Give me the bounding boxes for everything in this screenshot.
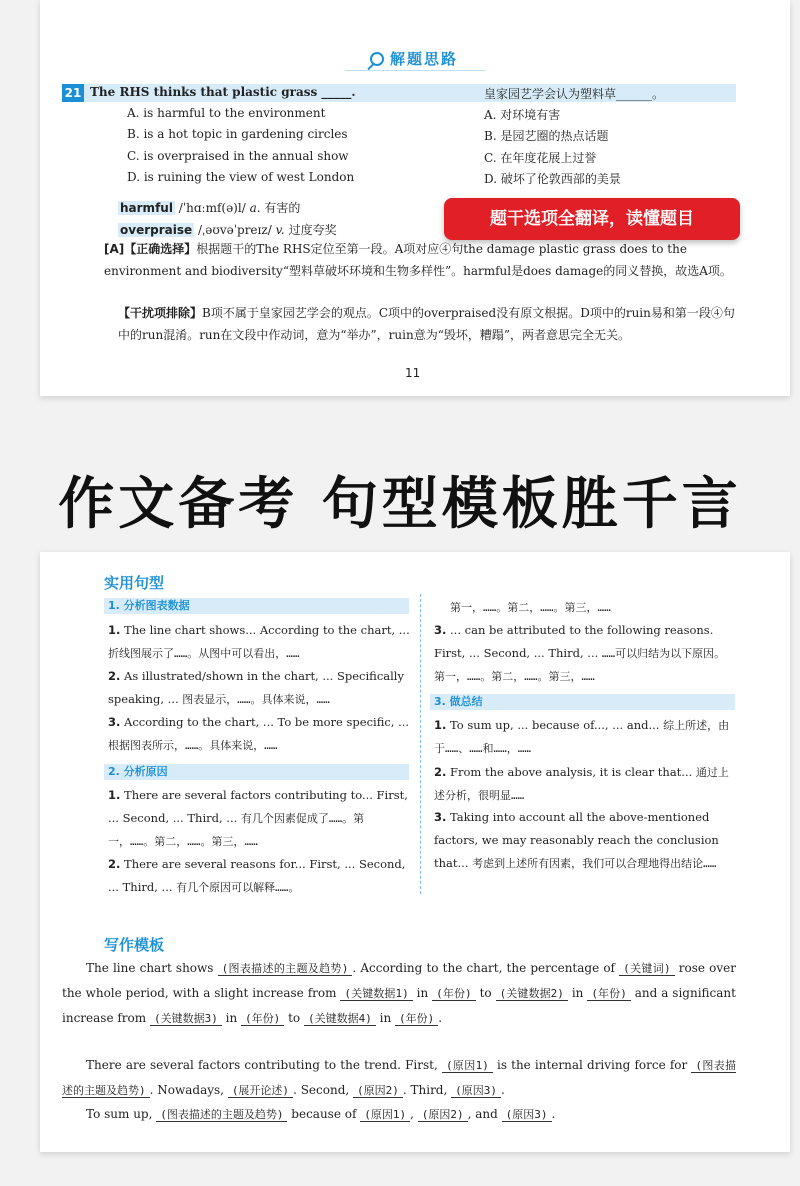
option-c: C. is overpraised in the annual show — [127, 149, 349, 163]
template-blank: (关键数据1) — [340, 987, 412, 1001]
template-paragraph — [62, 1102, 736, 1127]
template-blank: (原因2) — [418, 1108, 468, 1122]
list-item: 1. There are several factors contributing to... First, ... Second, ... Third, ... 有几个因素促成了……。第一，……。第二，……。第三，…… — [108, 788, 408, 848]
template-blank: (关键数据2) — [496, 987, 568, 1001]
distractor-text: B项不属于皇家园艺学会的观点。C项中的overpraised没有原文根据。D项中的ruin易和第一段④句中的run混淆。run在文段中作动词，意为“举办”，ruin意为“毁坏，糟蹋”，两者意思完全无关。 — [118, 306, 735, 342]
template-text: The line chart shows — [86, 961, 218, 975]
template-blank: (原因3) — [451, 1084, 501, 1098]
section-label: 2. 分析原因 — [104, 764, 409, 780]
list-item: 2. As illustrated/shown in the chart, ... Specifically speaking, ... 图表显示，……。具体来说，…… — [108, 669, 404, 706]
list-item: 2. There are several reasons for... First, ... Second, ... Third, ... 有几个原因可以解释……。 — [108, 857, 406, 894]
template-text: , and — [467, 1107, 502, 1121]
vocab-word: harmful — [120, 201, 173, 215]
practical-sentences-title: 实用句型 — [104, 574, 165, 592]
section-label: 1. 分析图表数据 — [104, 598, 409, 614]
vocab-pos: v. — [275, 223, 285, 237]
answer-tag: [A]【正确选择】 — [104, 242, 197, 256]
list-item: 1. To sum up, ... because of..., ... and... 综上所述，由于……、……和……，…… — [434, 718, 730, 755]
template-text: . Third, — [402, 1083, 452, 1097]
template-text: . According to the chart, the percentage of — [352, 961, 620, 975]
list-item: 3. According to the chart, ... To be more specific, ... 根据图表所示，……。具体来说，…… — [108, 715, 410, 752]
vocab-meaning: 过度夸奖 — [288, 223, 337, 237]
template-paragraph — [62, 1053, 736, 1103]
template-blank: (年份) — [241, 1012, 284, 1026]
template-text: because of — [287, 1107, 361, 1121]
template-text: . — [551, 1107, 556, 1121]
template-text: to — [475, 986, 496, 1000]
template-text: in — [375, 1011, 396, 1025]
distractor-explanation — [118, 302, 736, 346]
template-blank: (原因2) — [353, 1084, 403, 1098]
template-blank: (年份) — [587, 987, 631, 1001]
column-divider — [420, 594, 421, 894]
template-blank: (年份) — [432, 987, 476, 1001]
magnifier-icon — [370, 52, 384, 66]
promo-banner: 题干选项全翻译，读懂题目 — [444, 198, 740, 240]
template-blank: (关键数据3) — [150, 1012, 222, 1026]
answer-explanation — [104, 238, 736, 282]
template-blank: (原因1) — [360, 1108, 410, 1122]
option-b-cn: B. 是园艺圈的热点话题 — [484, 129, 609, 143]
template-text: , — [410, 1107, 418, 1121]
template-blank: (图表描述的主题及趋势) — [62, 1059, 736, 1097]
option-b: B. is a hot topic in gardening circles — [127, 127, 348, 141]
vocab-ipa: /ˈhɑːmf(ə)l/ — [178, 201, 246, 215]
template-paragraph — [62, 956, 736, 1031]
template-text: in — [221, 1011, 242, 1025]
template-blank: (图表描述的主题及趋势) — [156, 1108, 287, 1122]
template-text: . Nowadays, — [149, 1083, 228, 1097]
template-text: . Second, — [293, 1083, 353, 1097]
template-text: There are several factors contributing to the trend. First, — [86, 1058, 442, 1072]
vocab-pos: a. — [249, 201, 261, 215]
writing-template-title: 写作模板 — [104, 936, 165, 954]
template-text: To sum up, — [86, 1107, 157, 1121]
list-item: 2. From the above analysis, it is clear that... 通过上述分析，很明显…… — [434, 765, 729, 802]
vocab-meaning: 有害的 — [264, 201, 301, 215]
template-text: rose over the whole period, with a slight increase from — [62, 961, 737, 1000]
template-blank: (关键数据4) — [304, 1012, 376, 1026]
option-d: D. is ruining the view of west London — [127, 170, 355, 184]
list-item: 3. ... can be attributed to the following reasons. First, ... Second, ... Third, ... ……可以归结为以下原因。第一，……。第二，……。第三，…… — [434, 623, 726, 683]
template-blank: (图表描述的主题及趋势) — [218, 962, 353, 976]
vocab-word: overpraise — [120, 223, 193, 237]
question-stem: The RHS thinks that plastic grass _____. — [90, 85, 356, 99]
main-heading: 作文备考 句型模板胜千言 — [58, 472, 742, 537]
section-label: 3. 做总结 — [430, 694, 735, 710]
vocab-ipa: /ˌəʊvəˈpreɪz/ — [197, 223, 272, 237]
vocab-item — [118, 199, 300, 216]
option-d-cn: D. 破坏了伦敦西部的美景 — [484, 172, 621, 186]
title-underline — [345, 70, 485, 71]
template-blank: (原因3) — [502, 1108, 552, 1122]
continuation-text: 第一，……。第二，……。第三，…… — [450, 601, 611, 614]
template-text: and a significant increase from — [62, 986, 736, 1025]
template-text: is the internal driving force for — [492, 1058, 692, 1072]
question-stem-cn: 皇家园艺学会认为塑料草______。 — [484, 87, 665, 101]
template-text: in — [412, 986, 433, 1000]
section-title: 解题思路 — [370, 48, 458, 69]
answer-text: 根据题干的The RHS定位至第一段。A项对应④句the damage plastic grass does to the environment and biodiversity“塑料草破坏环境和生物多样性”。harmful是does damage的同义替换，故选A项。 — [104, 242, 732, 278]
list-item: 1. The line chart shows... According to the chart, ... 折线图展示了……。从图中可以看出，…… — [108, 623, 410, 660]
vocab-item — [118, 221, 337, 238]
page-number: 11 — [405, 366, 421, 380]
option-a-cn: A. 对环境有害 — [484, 108, 561, 122]
question-number: 21 — [62, 84, 84, 102]
template-text: . — [501, 1083, 505, 1097]
template-blank: (关键词) — [619, 962, 675, 976]
template-text: in — [567, 986, 588, 1000]
option-c-cn: C. 在年度花展上过誉 — [484, 151, 597, 165]
template-blank: (年份) — [395, 1012, 438, 1026]
list-item: 3. Taking into account all the above-mentioned factors, we may reasonably reach the conclusion that... 考虑到上述所有因素，我们可以合理地得出结论…… — [434, 810, 719, 870]
template-text: . — [438, 1011, 443, 1025]
template-blank: (展开论述) — [228, 1084, 293, 1098]
template-blank: (原因1) — [442, 1059, 493, 1073]
option-a: A. is harmful to the environment — [127, 106, 326, 120]
distractor-tag: 【干扰项排除】 — [118, 306, 203, 320]
template-text: to — [284, 1011, 304, 1025]
